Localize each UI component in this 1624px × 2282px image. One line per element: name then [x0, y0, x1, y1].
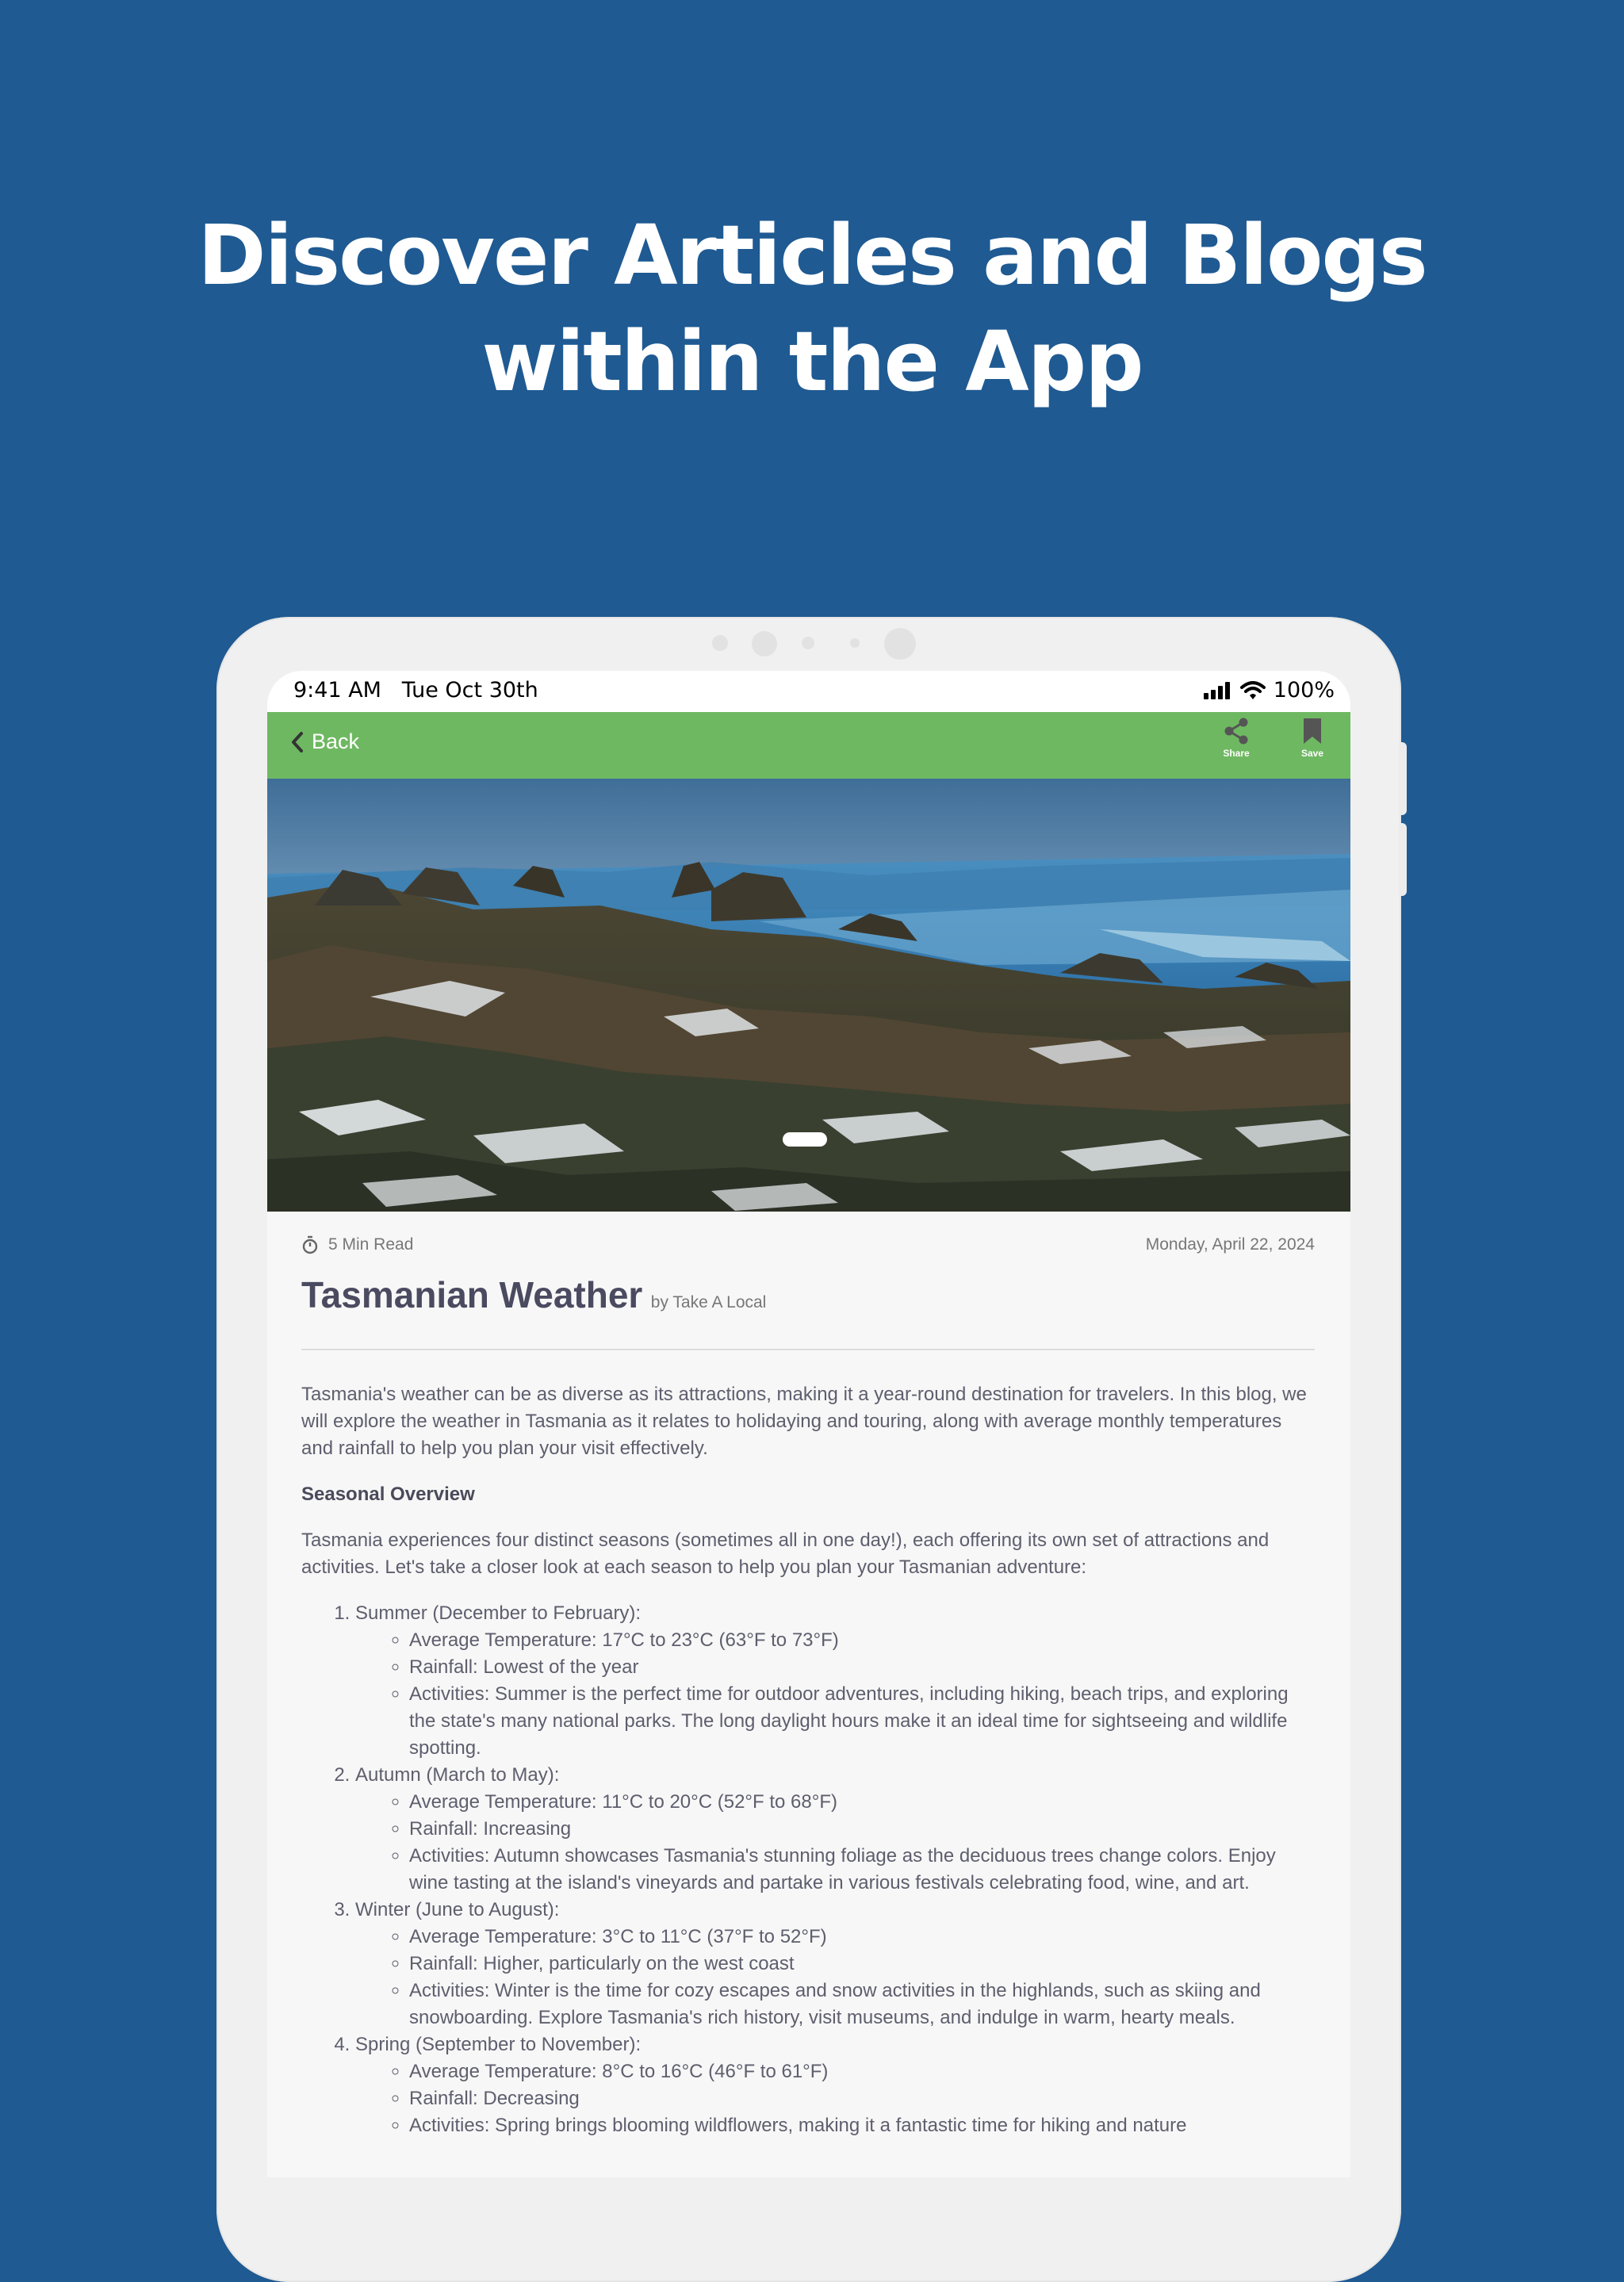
- season-temperature: ◦ Average Temperature: 11°C to 20°C (52°F to 68°F): [409, 1789, 1316, 1816]
- volume-down-button: [1399, 823, 1407, 896]
- season-rainfall: ◦ Rainfall: Higher, particularly on the west coast: [409, 1951, 1316, 1978]
- share-button[interactable]: [1205, 717, 1268, 759]
- read-time-label: 5 Min Read: [328, 1235, 414, 1254]
- mountain-landscape-image: [267, 779, 1350, 1212]
- article-title-row: [301, 1273, 766, 1316]
- article-intro: Tasmania's weather can be as diverse as its attractions, making it a year-round destination for travelers. In this blog, we will explore the weather in Tasmania as it relates to holidaying and touring, along with average monthly temperatures and rainfall to help you plan your visit effectively.: [301, 1384, 1307, 1459]
- season-item: [355, 1762, 1316, 1897]
- share-icon: [1223, 717, 1250, 745]
- tablet-screen: [267, 671, 1350, 2177]
- read-time: [301, 1235, 413, 1254]
- article-body: [301, 1381, 1316, 2139]
- season-activities: ◦ Activities: Spring brings blooming wildflowers, making it a fantastic time for hiking and nature: [409, 2112, 1316, 2139]
- camera-sensor: [752, 631, 777, 657]
- volume-up-button: [1399, 742, 1407, 815]
- season-name: Summer (December to February):: [355, 1602, 642, 1624]
- hero-image: [267, 779, 1350, 1212]
- battery-percent: 100%: [1273, 678, 1335, 703]
- chevron-left-icon: [291, 731, 304, 753]
- article-byline: by Take A Local: [650, 1293, 767, 1311]
- season-details: [355, 2058, 1316, 2139]
- bookmark-icon: [1302, 717, 1323, 745]
- season-rainfall: ◦ Rainfall: Increasing: [409, 1816, 1316, 1843]
- status-date: Tue Oct 30th: [401, 678, 538, 703]
- season-rainfall: ◦ Rainfall: Lowest of the year: [409, 1654, 1316, 1681]
- season-temperature: ◦ Average Temperature: 8°C to 16°C (46°F to 61°F): [409, 2058, 1316, 2085]
- season-item: [355, 1897, 1316, 2031]
- season-name: Autumn (March to May):: [355, 1764, 560, 1786]
- season-item: [355, 1600, 1316, 1762]
- save-label: Save: [1300, 748, 1324, 759]
- article-date: Monday, April 22, 2024: [1145, 1235, 1315, 1254]
- back-label: Back: [312, 729, 360, 753]
- save-button[interactable]: [1281, 717, 1344, 759]
- season-activities: ◦ Activities: Summer is the perfect time for outdoor adventures, including hiking, beach trips, and exploring the state's many national parks. The long daylight hours make it an ideal time for sightseeing and wildlife spotting.: [409, 1681, 1316, 1762]
- stopwatch-icon: [301, 1235, 319, 1254]
- season-list: [301, 1600, 1316, 2139]
- camera-lens: [884, 628, 916, 660]
- headline-line-1: Discover Articles and Blogs: [197, 207, 1427, 304]
- status-bar: [267, 671, 1350, 712]
- marketing-headline: [0, 202, 1624, 415]
- season-temperature: ◦ Average Temperature: 17°C to 23°C (63°F to 73°F): [409, 1627, 1316, 1654]
- season-name: Spring (September to November):: [355, 2034, 642, 2055]
- share-label: Share: [1223, 748, 1250, 759]
- season-details: [355, 1627, 1316, 1762]
- back-button[interactable]: [291, 729, 359, 754]
- carousel-indicator[interactable]: [783, 1132, 827, 1147]
- status-time: 9:41 AM: [293, 678, 381, 703]
- season-rainfall: ◦ Rainfall: Decreasing: [409, 2085, 1316, 2112]
- season-activities: ◦ Activities: Autumn showcases Tasmania's stunning foliage as the deciduous trees change colors. Enjoy wine tasting at the island's vineyards and partake in various festivals celebrating food, wine, and art.: [409, 1843, 1316, 1897]
- headline-line-2: within the App: [481, 313, 1143, 410]
- season-item: [355, 2031, 1316, 2139]
- divider: [301, 1349, 1315, 1350]
- section-heading: Seasonal Overview: [301, 1484, 475, 1505]
- article-title: Tasmanian Weather: [301, 1274, 643, 1315]
- signal-icon: [1204, 682, 1232, 699]
- season-activities: ◦ Activities: Winter is the time for cozy escapes and snow activities in the highlands, such as skiing and snowboarding. Explore Tasmania's rich history, visit museums, and indulge in warm, hearty meals.: [409, 1978, 1316, 2031]
- season-details: [355, 1924, 1316, 2031]
- wifi-icon: [1240, 681, 1266, 700]
- season-name: Winter (June to August):: [355, 1899, 560, 1920]
- season-details: [355, 1789, 1316, 1897]
- app-bar: [267, 712, 1350, 779]
- section-intro: Tasmania experiences four distinct seasons (sometimes all in one day!), each offering its own set of attractions and activities. Let's take a closer look at each season to help you plan your Tasmanian adventure:: [301, 1530, 1270, 1578]
- camera-sensor: [802, 637, 814, 649]
- camera-sensor: [850, 638, 860, 648]
- season-temperature: ◦ Average Temperature: 3°C to 11°C (37°F to 52°F): [409, 1924, 1316, 1951]
- camera-sensor: [712, 635, 728, 651]
